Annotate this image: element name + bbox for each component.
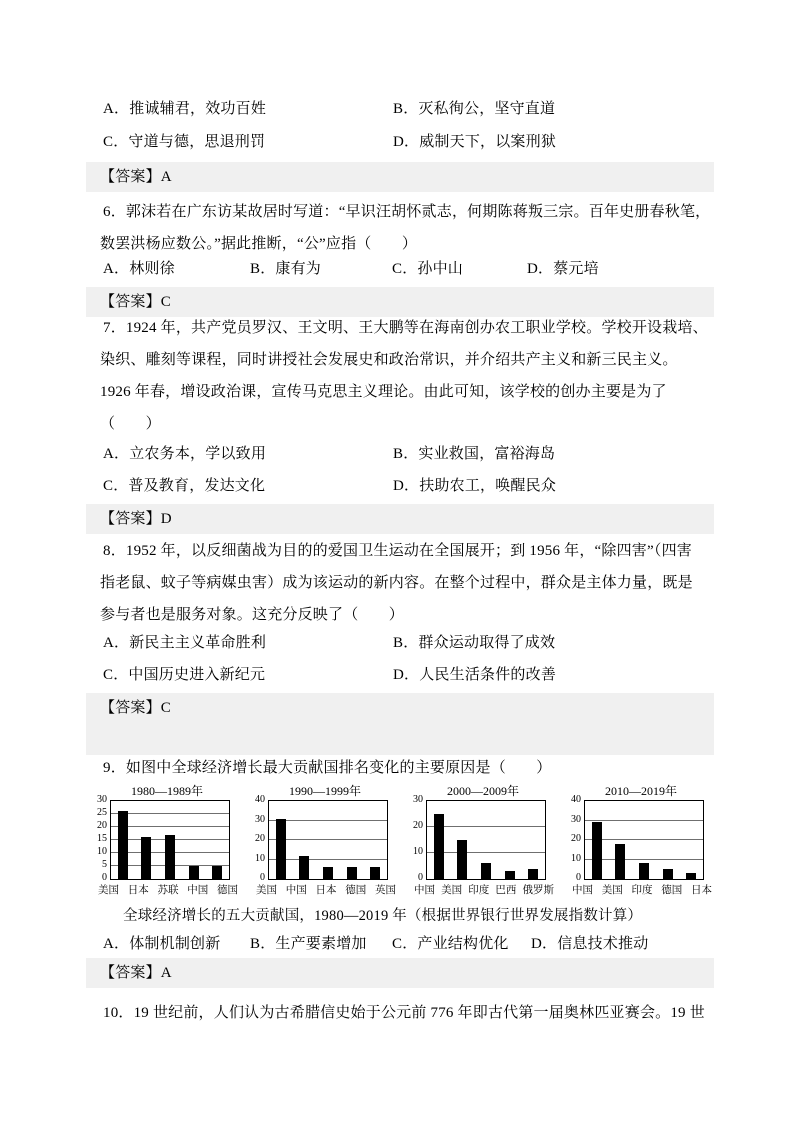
- gridline: [585, 820, 703, 821]
- option-q5-c: C．守道与德，思退刑罚: [103, 134, 266, 150]
- y-axis-tick-label: 10: [255, 852, 265, 864]
- bar-chart-strip: [88, 782, 716, 902]
- bar-德国: [212, 866, 222, 879]
- x-axis-label: 中国: [572, 885, 593, 896]
- answer-text-q5: 【答案】A: [100, 169, 172, 185]
- x-axis-label: 俄罗斯: [522, 885, 554, 896]
- option-q5-b: B．灭私徇公，坚守直道: [393, 101, 556, 117]
- y-axis-tick-label: 30: [571, 813, 581, 825]
- gridline: [427, 826, 545, 827]
- y-axis-tick-label: 40: [571, 794, 581, 805]
- y-axis-tick-label: 20: [571, 833, 581, 844]
- y-axis-tick-label: 0: [576, 872, 581, 883]
- answer-box-q8: [86, 693, 714, 755]
- answer-box-q5: [86, 162, 714, 192]
- x-axis-label: 巴西: [495, 885, 517, 896]
- chart-plot-area: [426, 800, 546, 880]
- gridline: [269, 859, 387, 860]
- x-axis-labels: [256, 882, 396, 897]
- gridline: [585, 859, 703, 860]
- bar-日本: [141, 837, 151, 879]
- bar-日本: [323, 867, 333, 879]
- bar-德国: [347, 867, 357, 879]
- x-axis-label: 中国: [414, 885, 435, 896]
- chart-plot-area: [584, 800, 704, 880]
- y-axis-tick-label: 10: [97, 846, 107, 857]
- answer-box-q7: [86, 504, 714, 534]
- x-axis-label: 德国: [345, 885, 367, 896]
- x-axis-label: 印度: [631, 885, 653, 896]
- x-axis-label: 德国: [661, 885, 683, 896]
- question-8-line-3: 参与者也是服务对象。这充分反映了（ ）: [100, 607, 405, 623]
- gridline: [585, 839, 703, 840]
- answer-box-q6: [86, 287, 714, 317]
- x-axis-labels: [414, 882, 554, 897]
- question-9-line-1: 9．如图中全球经济增长最大贡献国排名变化的主要原因是（ ）: [103, 760, 552, 776]
- chart-caption: 全球经济增长的五大贡献国，1980—2019 年（根据世界银行世界发展指数计算）: [123, 908, 643, 924]
- y-axis-tick-label: 10: [571, 852, 581, 864]
- x-axis-label: 日本: [691, 885, 712, 896]
- option-q6-c: C．孙中山: [392, 261, 464, 277]
- option-q7-d: D．扶助农工，唤醒民众: [393, 478, 557, 494]
- x-axis-label: 中国: [187, 885, 209, 896]
- option-q5-a: A．推诚辅君，效功百姓: [103, 101, 267, 117]
- bar-德国: [663, 869, 673, 879]
- mini-bar-chart-3: [404, 782, 554, 902]
- option-q9-b: B．生产要素增加: [250, 936, 367, 952]
- mini-bar-chart-2: [246, 782, 396, 902]
- option-q8-a: A．新民主主义革命胜利: [103, 635, 267, 651]
- x-axis-label: 德国: [217, 885, 238, 896]
- question-6-line-2: 数罢洪杨应数公。”据此推断，“公”应指（ ）: [100, 236, 418, 252]
- y-axis-tick-label: 5: [102, 859, 107, 870]
- bar-中国: [592, 822, 602, 879]
- y-axis-tick-label: 40: [255, 794, 265, 805]
- x-axis-label: 苏联: [157, 885, 179, 896]
- answer-text-q7: 【答案】D: [100, 511, 172, 527]
- x-axis-label: 日本: [127, 885, 149, 896]
- y-axis-tick-label: 0: [418, 872, 423, 883]
- y-axis-tick-label: 20: [97, 820, 107, 831]
- x-axis-labels: [98, 882, 238, 897]
- bar-巴西: [505, 871, 515, 879]
- y-axis-tick-label: 20: [255, 833, 265, 844]
- y-axis-tick-label: 30: [413, 794, 423, 805]
- x-axis-label: 美国: [441, 885, 463, 896]
- question-7-line-1: 7．1924 年，共产党员罗汉、王文明、王大鹏等在海南创办农工职业学校。学校开设栽培、: [103, 320, 708, 336]
- y-axis-tick-label: 30: [255, 813, 265, 825]
- bar-美国: [457, 840, 467, 879]
- question-8-line-2: 指老鼠、蚊子等病媒虫害）成为该运动的新内容。在整个过程中，群众是主体力量，既是: [100, 575, 693, 591]
- x-axis-label: 美国: [601, 885, 623, 896]
- option-q8-b: B．群众运动取得了成效: [393, 635, 556, 651]
- x-axis-label: 英国: [375, 885, 396, 896]
- bar-日本: [686, 873, 696, 879]
- bar-中国: [299, 856, 309, 879]
- bar-美国: [615, 844, 625, 879]
- option-q6-b: B．康有为: [250, 261, 322, 277]
- option-q6-d: D．蔡元培: [527, 261, 599, 277]
- y-axis-tick-label: 20: [413, 820, 423, 831]
- gridline: [269, 820, 387, 821]
- gridline: [269, 839, 387, 840]
- mini-bar-chart-1: [88, 782, 238, 902]
- x-axis-label: 日本: [315, 885, 337, 896]
- option-q9-c: C．产业结构优化: [392, 936, 509, 952]
- question-7-line-4: （ ）: [100, 416, 161, 432]
- gridline: [111, 826, 229, 827]
- option-q9-a: A．体制机制创新: [103, 936, 221, 952]
- bar-英国: [370, 867, 380, 879]
- y-axis-tick-label: 25: [97, 807, 107, 818]
- x-axis-label: 美国: [256, 885, 277, 896]
- chart-title: 2010—2019年: [604, 784, 677, 798]
- answer-text-q9: 【答案】A: [100, 965, 172, 981]
- x-axis-label: 中国: [285, 885, 307, 896]
- question-6-line-1: 6．郭沫若在广东访某故居时写道：“早识汪胡怀贰志，何期陈蒋叛三宗。百年史册春秋笔，: [103, 204, 711, 220]
- option-q8-c: C．中国历史进入新纪元: [103, 667, 266, 683]
- option-q7-a: A．立农务本，学以致用: [103, 446, 267, 462]
- gridline: [111, 813, 229, 814]
- question-8-line-1: 8．1952 年，以反细菌战为目的的爱国卫生运动在全国展开；到 1956 年，“除四害”（四害: [103, 543, 692, 559]
- bar-俄罗斯: [528, 869, 538, 879]
- answer-box-q9: [86, 958, 714, 988]
- question-7-line-2: 染织、雕刻等课程，同时讲授社会发展史和政治常识，并介绍共产主义和新三民主义。: [100, 352, 678, 368]
- option-q8-d: D．人民生活条件的改善: [393, 667, 557, 683]
- chart-title: 1990—1999年: [288, 784, 361, 798]
- y-axis-tick-label: 30: [97, 794, 107, 805]
- x-axis-labels: [572, 882, 712, 897]
- chart-title: 1980—1989年: [130, 784, 203, 798]
- chart-plot-area: [268, 800, 388, 880]
- x-axis-label: 印度: [468, 885, 490, 896]
- bar-印度: [639, 863, 649, 879]
- answer-text-q6: 【答案】C: [100, 294, 172, 310]
- y-axis-tick-label: 10: [413, 846, 423, 857]
- option-q6-a: A．林则徐: [103, 261, 175, 277]
- bar-中国: [434, 814, 444, 879]
- y-axis-tick-label: 15: [97, 833, 107, 844]
- answer-text-q8: 【答案】C: [100, 700, 172, 716]
- option-q7-c: C．普及教育，发达文化: [103, 478, 266, 494]
- bar-印度: [481, 863, 491, 879]
- option-q9-d: D．信息技术推动: [531, 936, 649, 952]
- chart-plot-area: [110, 800, 230, 880]
- y-axis-tick-label: 0: [102, 872, 107, 883]
- bar-中国: [189, 866, 199, 879]
- gridline: [427, 852, 545, 853]
- x-axis-label: 美国: [98, 885, 119, 896]
- question-10-line-1: 10．19 世纪前，人们认为古希腊信史始于公元前 776 年即古代第一届奥林匹亚赛会。19 世: [103, 1005, 705, 1021]
- question-7-line-3: 1926 年春，增设政治课，宣传马克思主义理论。由此可知，该学校的创办主要是为了: [100, 384, 667, 400]
- chart-title: 2000—2009年: [446, 784, 519, 798]
- mini-bar-chart-4: [562, 782, 712, 902]
- y-axis-tick-label: 0: [260, 872, 265, 883]
- option-q5-d: D．威制天下，以案刑狱: [393, 134, 557, 150]
- bar-美国: [118, 811, 128, 879]
- option-q7-b: B．实业救国，富裕海岛: [393, 446, 556, 462]
- bar-苏联: [165, 835, 175, 879]
- bar-美国: [276, 819, 286, 879]
